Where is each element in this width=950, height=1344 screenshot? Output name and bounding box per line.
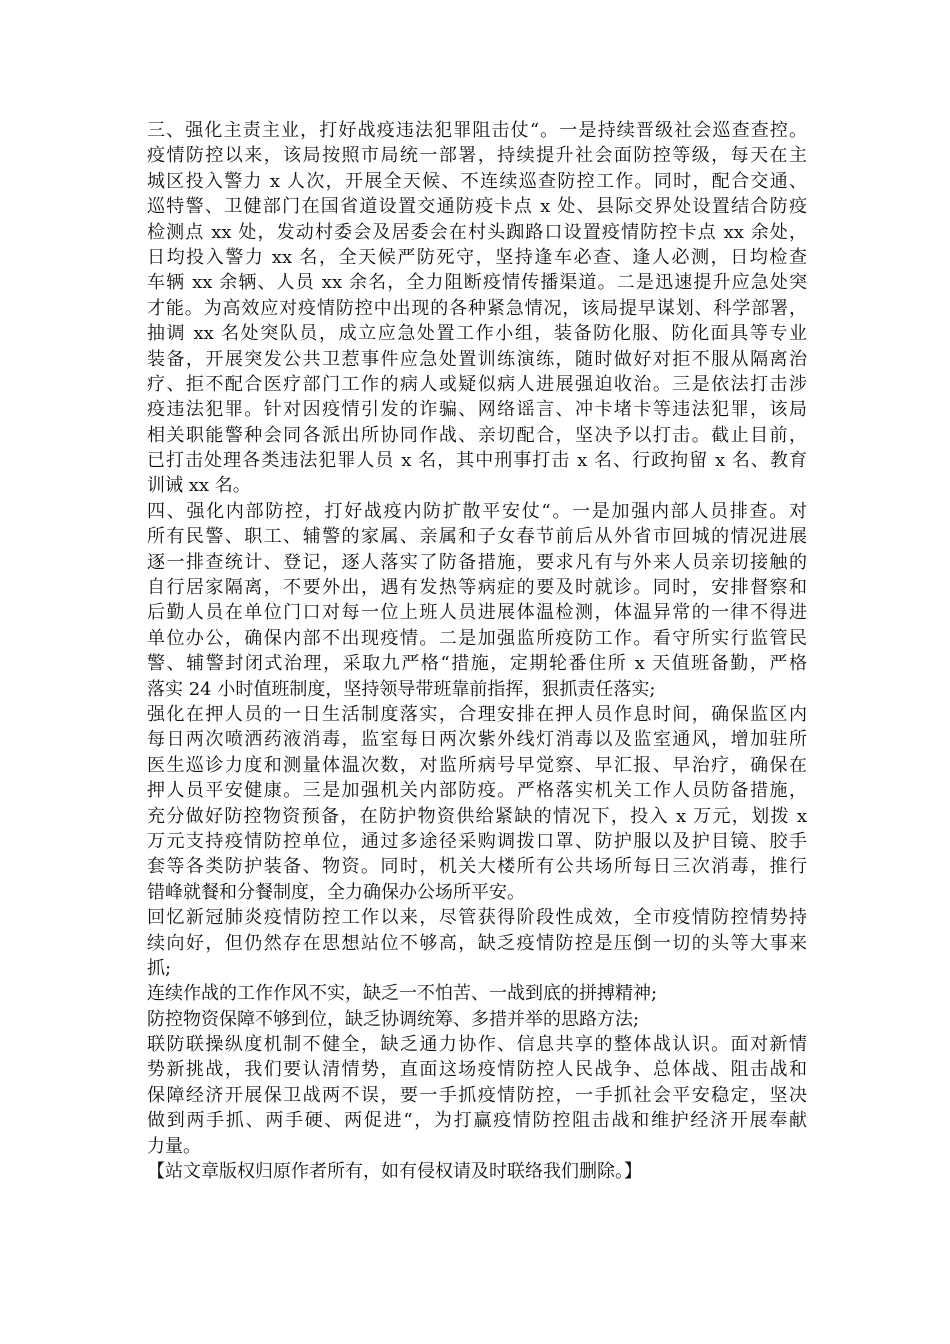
- text-line: 力量。: [147, 1135, 201, 1157]
- document-body: [147, 118, 807, 1184]
- text-line: 套等各类防护装备、物资。同时，机关大楼所有公共场所每日三次消毒，推行: [147, 856, 807, 878]
- text-line: 疫情防控以来，该局按照市局统一部署，持续提升社会面防控等级，每天在主: [147, 145, 807, 167]
- text-line: 强化在押人员的一日生活制度落实，合理安排在押人员作息时间，确保监区内: [147, 703, 807, 725]
- text-line: 后勤人员在单位门口对每一位上班人员进展体温检测，体温异常的一律不得进: [147, 602, 807, 624]
- text-line: 装备，开展突发公共卫惹事件应急处置训练演练，随时做好对拒不服从隔离治: [147, 348, 807, 370]
- text-line: 巡特警、卫健部门在国省道设置交通防疫卡点 x 处、县际交界处设置结合防疫: [147, 196, 807, 218]
- text-line: 城区投入警力 x 人次，开展全天候、不连续巡查防控工作。同时，配合交通、: [147, 170, 807, 192]
- text-line: 单位办公，确保内部不出现疫情。二是加强监所疫防工作。看守所实行监管民: [147, 627, 807, 649]
- text-line: 错峰就餐和分餐制度，全力确保办公场所平安。: [147, 881, 525, 903]
- text-line: 训诫 xx 名。: [147, 475, 251, 497]
- text-line: 续向好，但仍然存在思想站位不够高，缺乏疫情防控是压倒一切的头等大事来: [147, 932, 807, 954]
- text-line: 车辆 xx 余辆、人员 xx 余名，全力阻断疫情传播渠道。二是迅速提升应急处突: [147, 272, 807, 294]
- text-line: 万元支持疫情防控单位，通过多途径采购调拨口罩、防护服以及护目镜、胶手: [147, 830, 807, 852]
- text-line: 连续作战的工作作风不实，缺乏一不怕苦、一战到底的拼搏精神;: [147, 983, 658, 1005]
- text-line: 相关职能警种会同各派出所协同作战、亲切配合，坚决予以打击。截止目前，: [147, 424, 807, 446]
- text-line: 四、强化内部防控，打好战疫内防扩散平安仗“。一是加强内部人员排查。对: [147, 500, 807, 522]
- text-line: 联防联操纵度机制不健全，缺乏通力协作、信息共享的整体战认识。面对新情: [147, 1034, 807, 1056]
- text-line: 充分做好防控物资预备，在防护物资供给紧缺的情况下，投入 x 万元，划拨 x: [147, 805, 807, 827]
- text-line: 才能。为高效应对疫情防控中出现的各种紧急情况，该局提早谋划、科学部署，: [147, 297, 807, 319]
- text-line: 逐一排查统计、登记，逐人落实了防备措施，要求凡有与外来人员亲切接触的: [147, 551, 807, 573]
- text-line: 日均投入警力 xx 名，全天候严防死守，坚持逢车必查、逢人必测，日均检查: [147, 246, 807, 268]
- text-line: 保障经济开展保卫战两不误，要一手抓疫情防控，一手抓社会平安稳定，坚决: [147, 1084, 807, 1106]
- text-line: 每日两次喷洒药液消毒，监室每日两次紫外线灯消毒以及监室通风，增加驻所: [147, 729, 807, 751]
- text-line: 所有民警、职工、辅警的家属、亲属和子女春节前后从外省市回城的情况进展: [147, 526, 807, 548]
- text-line: 防控物资保障不够到位，缺乏协调统筹、多措并举的思路方法;: [147, 1008, 640, 1030]
- text-line: 做到两手抓、两手硬、两促进“，为打赢疫情防控阻击战和维护经济开展奉献: [147, 1110, 807, 1132]
- text-line: 疗、拒不配合医疗部门工作的病人或疑似病人进展强迫收治。三是依法打击涉: [147, 373, 807, 395]
- text-line: 检测点 xx 处，发动村委会及居委会在村头踟路口设置疫情防控卡点 xx 余处，: [147, 221, 807, 243]
- text-line: 已打击处理各类违法犯罪人员 x 名，其中刑事打击 x 名、行政拘留 x 名、教育: [147, 450, 807, 472]
- text-line: 押人员平安健康。三是加强机关内部防疫。严格落实机关工作人员防备措施，: [147, 780, 807, 802]
- text-line: 警、辅警封闭式治理，采取九严格“措施，定期轮番住所 x 天值班备勤，严格: [147, 653, 807, 675]
- text-line: 自行居家隔离，不要外出，遇有发热等病症的要及时就诊。同时，安排督察和: [147, 577, 807, 599]
- text-line: 三、强化主责主业，打好战疫违法犯罪阻击仗“。一是持续晋级社会巡查查控。: [147, 120, 807, 141]
- text-line: 【站文章版权归原作者所有，如有侵权请及时联络我们删除。】: [147, 1161, 642, 1183]
- text-line: 落实 24 小时值班制度，坚持领导带班靠前指挥，狠抓责任落实;: [147, 678, 656, 700]
- text-line: 势新挑战，我们要认清情势，直面这场疫情防控人民战争、总体战、阻击战和: [147, 1059, 807, 1081]
- text-line: 抽调 xx 名处突队员，成立应急处置工作小组，装备防化服、防化面具等专业: [147, 323, 807, 345]
- text-line: 回忆新冠肺炎疫情防控工作以来，尽管获得阶段性成效，全市疫情防控情势持: [147, 907, 807, 929]
- text-line: 抓;: [147, 957, 172, 979]
- text-line: 疫违法犯罪。针对因疫情引发的诈骗、网络谣言、冲卡堵卡等违法犯罪，该局: [147, 399, 807, 421]
- text-line: 医生巡诊力度和测量体温次数，对监所病号早觉察、早汇报、早治疗，确保在: [147, 754, 807, 776]
